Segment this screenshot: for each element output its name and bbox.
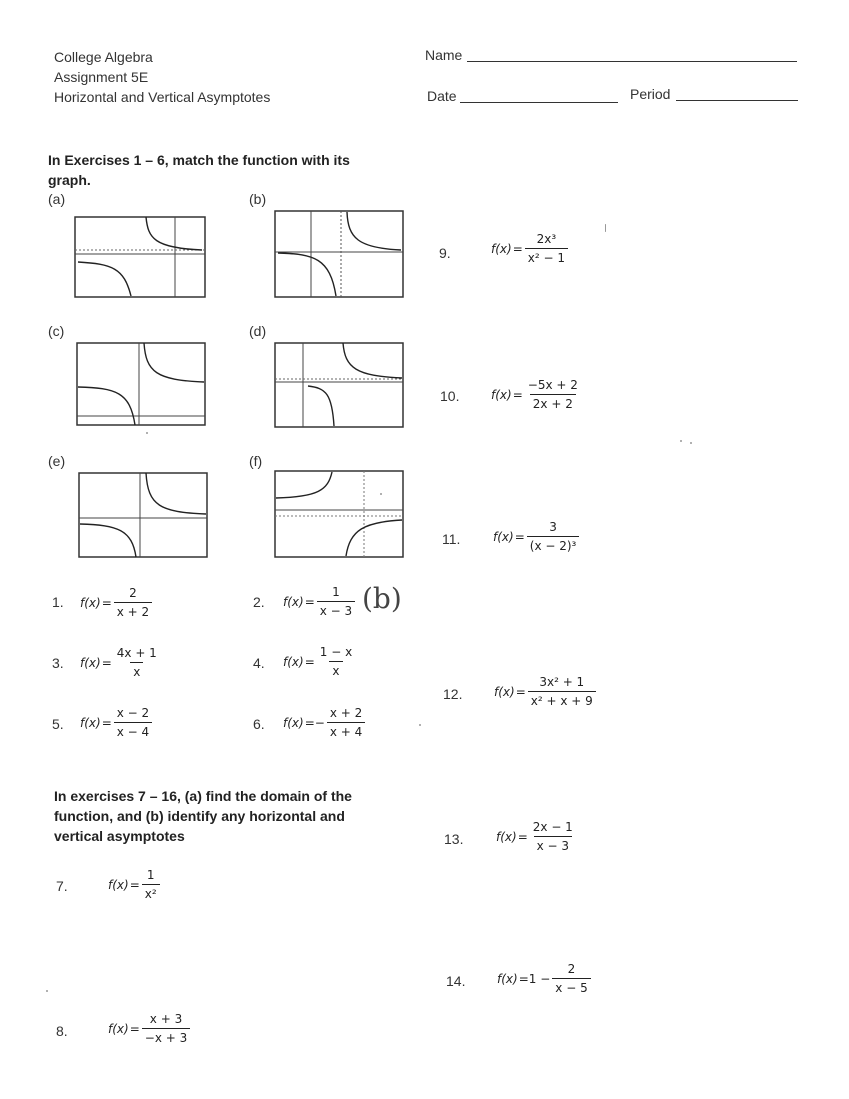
section2-instructions: In exercises 7 – 16, (a) find the domain of the function, and (b) identify any horizontal and vertical asymptotes: [54, 788, 352, 844]
name-label: Name: [425, 47, 463, 63]
problem-6-fx: f(x): [283, 715, 304, 730]
graph-d: [274, 342, 404, 428]
graph-f: [274, 470, 404, 558]
scan-speck: [146, 432, 148, 434]
problem-2-number: 2.: [253, 594, 265, 610]
problem-7-equation: f(x) = $\frac{1}{\text{x²}}$: [108, 868, 160, 901]
graph-label-a: (a): [48, 191, 66, 207]
problem-1-fx: f(x): [80, 595, 101, 610]
problem-8-equation: f(x) = $\frac{x + 3}{-x + 3}$: [108, 1012, 190, 1045]
problem-6-numerator: x + 2: [329, 706, 363, 720]
problem-10-number: 10.: [440, 388, 460, 404]
problem-4-equation: f(x) = $\frac{1 - x}{x}$: [283, 645, 355, 678]
problem-11-denominator: (x − 2)³: [527, 536, 580, 553]
problem-8-number: 8.: [56, 1023, 68, 1039]
graph-a: [74, 216, 206, 298]
problem-13-denominator: x − 3: [534, 836, 572, 853]
problem-2-handwritten-answer: (b): [362, 582, 402, 615]
problem-3-denominator: x: [130, 662, 143, 679]
problem-1-equation: f(x) = $\frac{2}{x + 2}$: [80, 586, 152, 619]
problem-11-fx: f(x): [493, 529, 514, 544]
problem-9-fx: f(x): [491, 241, 512, 256]
problem-14-fx: f(x): [497, 971, 518, 986]
problem-9-number: 9.: [439, 245, 451, 261]
graph-label-c: (c): [48, 323, 65, 339]
problem-13-fx: f(x): [496, 829, 517, 844]
problem-14-equation: f(x) = 1 − $\frac{2}{x - 5}$: [497, 962, 591, 995]
scan-speck: [690, 442, 692, 444]
problem-13-equation: f(x) = $\frac{2x - 1}{x - 3}$: [496, 820, 576, 853]
graph-c: [76, 342, 206, 426]
period-field-line[interactable]: [676, 100, 798, 101]
problem-2-numerator: 1: [332, 585, 340, 599]
course-title: College Algebra: [54, 49, 153, 65]
problem-11-equation: f(x) = $\frac{3}{\text{(x − 2)³}}$: [493, 520, 579, 553]
scan-speck: [380, 493, 382, 495]
problem-9-equation: f(x) = $\frac{\text{2x³}}{\text{x² − 1}}$: [491, 232, 568, 265]
problem-12-number: 12.: [443, 686, 463, 702]
problem-10-denominator: 2x + 2: [530, 394, 576, 411]
problem-4-number: 4.: [253, 655, 265, 671]
problem-5-denominator: x − 4: [114, 722, 152, 739]
problem-6-number: 6.: [253, 716, 265, 732]
date-field-line[interactable]: [460, 102, 618, 103]
problem-7-number: 7.: [56, 878, 68, 894]
problem-9-denominator: x² − 1: [525, 248, 568, 265]
problem-13-numerator: 2x − 1: [532, 820, 573, 834]
section1-instructions: In Exercises 1 – 6, match the function with its graph.: [48, 152, 350, 188]
problem-14-denominator: x − 5: [552, 978, 590, 995]
problem-11-number: 11.: [442, 531, 461, 547]
graph-e: [78, 472, 208, 558]
graph-label-f: (f): [249, 453, 263, 469]
scan-speck: [605, 224, 606, 232]
graph-label-b: (b): [249, 191, 267, 207]
problem-8-denominator: −x + 3: [142, 1028, 190, 1045]
problem-3-equation: f(x) = $\frac{4x + 1}{x}$: [80, 646, 160, 679]
problem-7-numerator: 1: [146, 868, 155, 882]
problem-5-numerator: x − 2: [116, 706, 150, 720]
problem-1-denominator: x + 2: [114, 602, 152, 619]
problem-3-numerator: 4x + 1: [116, 646, 157, 660]
period-label: Period: [630, 86, 671, 102]
problem-6-equation: f(x) = − $\frac{x + 2}{x + 4}$: [283, 706, 365, 739]
problem-5-number: 5.: [52, 716, 64, 732]
problem-6-denominator: x + 4: [327, 722, 365, 739]
graph-label-e: (e): [48, 453, 66, 469]
scan-speck: [680, 440, 682, 442]
problem-4-denominator: x: [329, 661, 342, 678]
problem-14-number: 14.: [446, 973, 466, 989]
problem-14-numerator: 2: [567, 962, 576, 976]
problem-10-fx: f(x): [491, 387, 512, 402]
problem-9-numerator: 2x³: [536, 232, 557, 246]
problem-10-equation: f(x) = $\frac{-5x + 2}{2x + 2}$: [491, 378, 581, 411]
problem-5-fx: f(x): [80, 715, 101, 730]
problem-2-denominator: x − 3: [317, 601, 355, 618]
topic-title: Horizontal and Vertical Asymptotes: [54, 89, 271, 105]
problem-12-fx: f(x): [494, 684, 515, 699]
graph-label-d: (d): [249, 323, 267, 339]
problem-7-fx: f(x): [108, 877, 129, 892]
problem-12-numerator: 3x² + 1: [539, 675, 585, 689]
problem-12-denominator: x² + x + 9: [528, 691, 596, 708]
problem-3-number: 3.: [52, 655, 64, 671]
problem-3-fx: f(x): [80, 655, 101, 670]
problem-8-numerator: x + 3: [149, 1012, 183, 1026]
scan-speck: [419, 724, 421, 726]
problem-8-fx: f(x): [108, 1021, 129, 1036]
graph-b: [274, 210, 404, 298]
assignment-title: Assignment 5E: [54, 69, 149, 85]
problem-11-numerator: 3: [549, 520, 557, 534]
problem-14-prefix: 1 −: [528, 971, 551, 986]
problem-4-fx: f(x): [283, 654, 304, 669]
scan-speck: [46, 990, 48, 992]
problem-4-numerator: 1 − x: [319, 645, 353, 659]
date-label: Date: [427, 88, 457, 104]
problem-5-equation: f(x) = $\frac{x - 2}{x - 4}$: [80, 706, 152, 739]
problem-12-equation: f(x) = $\frac{\text{3x² + 1}}{\text{x² + x + 9}}$: [494, 675, 596, 708]
problem-2-fx: f(x): [283, 594, 304, 609]
problem-6-prefix: −: [314, 715, 325, 730]
problem-2-equation: f(x) = $\frac{1}{x - 3}$: [283, 585, 355, 618]
problem-7-denominator: x²: [142, 884, 160, 901]
name-field-line[interactable]: [467, 61, 797, 62]
problem-1-numerator: 2: [129, 586, 137, 600]
problem-10-numerator: −5x + 2: [527, 378, 578, 392]
problem-13-number: 13.: [444, 831, 464, 847]
problem-1-number: 1.: [52, 594, 64, 610]
